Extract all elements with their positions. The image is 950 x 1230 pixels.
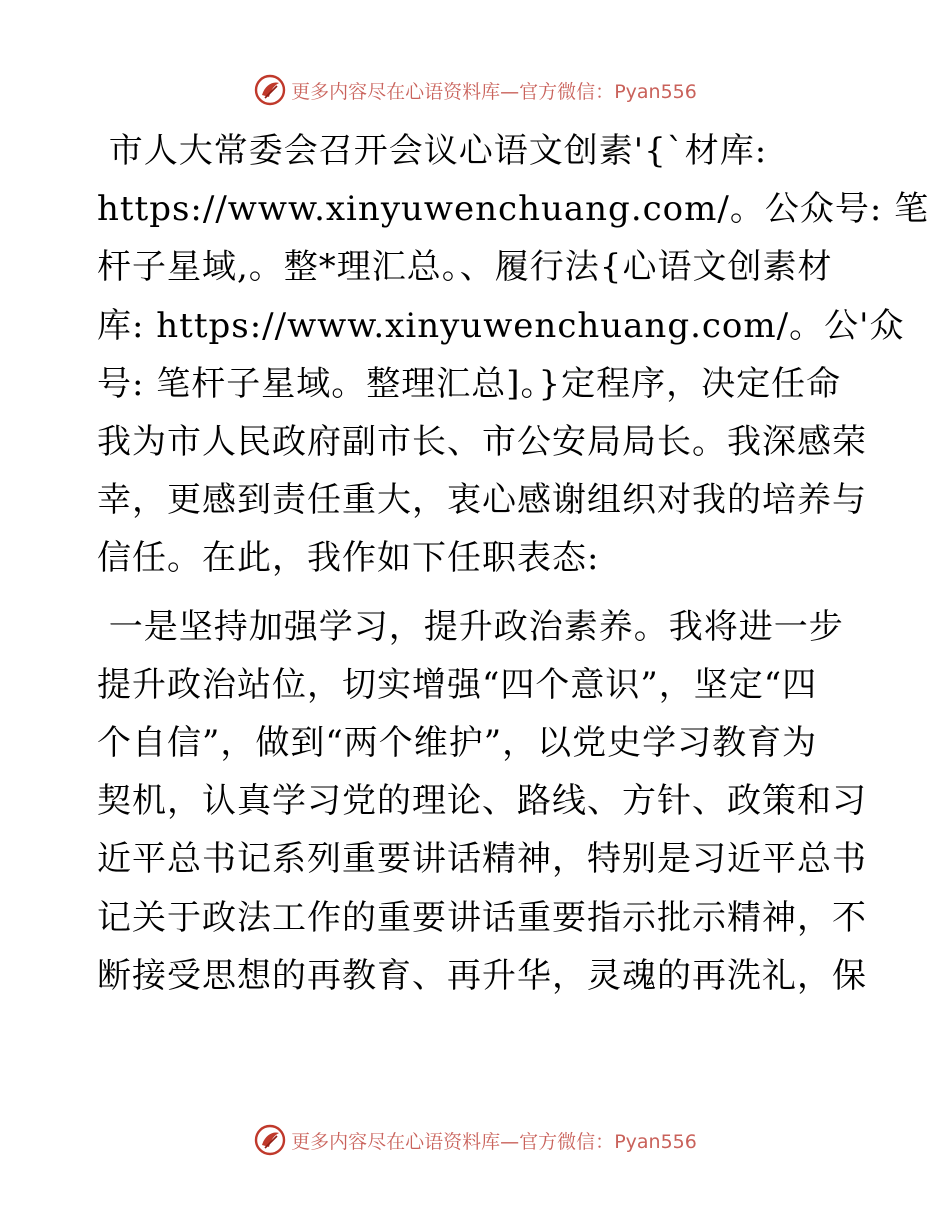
footer-banner-official: 官方微信： — [519, 1130, 615, 1153]
text-line: https://www.xinyuwenchuang.com/。公众号: 笔 — [97, 189, 930, 230]
footer-banner-sep: — — [500, 1130, 520, 1153]
header-banner-official: 官方微信： — [519, 80, 615, 103]
brand-logo-icon — [253, 1123, 287, 1157]
paragraph-1 — [97, 122, 930, 588]
text-line: 号: 笔杆子星域。整理汇总]。}定程序，决定任命 — [97, 363, 842, 404]
footer-banner-text — [291, 1127, 697, 1154]
header-banner-main: 更多内容尽在心语资料库 — [291, 80, 501, 103]
footer-banner — [0, 1120, 950, 1160]
text-line: 杆子星域,。整*理汇总。、履行法{心语文创素材 — [97, 247, 833, 288]
text-line: 提升政治站位，切实增强“四个意识”，坚定“四 — [97, 664, 818, 705]
text-line: 个自信”，做到“两个维护”，以党史学习教育为 — [97, 723, 818, 764]
brand-logo-icon — [253, 73, 287, 107]
text-line: 我为市人民政府副市长、市公安局局长。我深感荣 — [97, 422, 867, 463]
document-body — [97, 122, 930, 1005]
text-line: 市人大常委会召开会议心语文创素'{`材库: — [97, 131, 768, 171]
text-line: 断接受思想的再教育、再升华，灵魂的再洗礼，保 — [97, 955, 867, 996]
text-line: 库: https://www.xinyuwenchuang.com/。公'众 — [97, 305, 905, 346]
header-banner-text — [291, 77, 697, 104]
text-line: 契机，认真学习党的理论、路线、方针、政策和习 — [97, 781, 867, 822]
footer-banner-main: 更多内容尽在心语资料库 — [291, 1130, 501, 1153]
text-line: 记关于政法工作的重要讲话重要指示批示精神，不 — [97, 897, 867, 938]
text-line: 一是坚持加强学习，提升政治素养。我将进一步 — [97, 606, 844, 647]
text-line: 幸，更感到责任重大，衷心感谢组织对我的培养与 — [97, 480, 867, 521]
header-banner-sep: — — [500, 80, 520, 103]
text-line: 信任。在此，我作如下任职表态: — [97, 538, 600, 579]
text-line: 近平总书记系列重要讲话精神，特别是习近平总书 — [97, 839, 867, 880]
footer-banner-wechat: Pyan556 — [614, 1130, 697, 1153]
header-banner-wechat: Pyan556 — [614, 80, 697, 103]
header-banner — [0, 70, 950, 110]
paragraph-2 — [97, 598, 867, 1005]
